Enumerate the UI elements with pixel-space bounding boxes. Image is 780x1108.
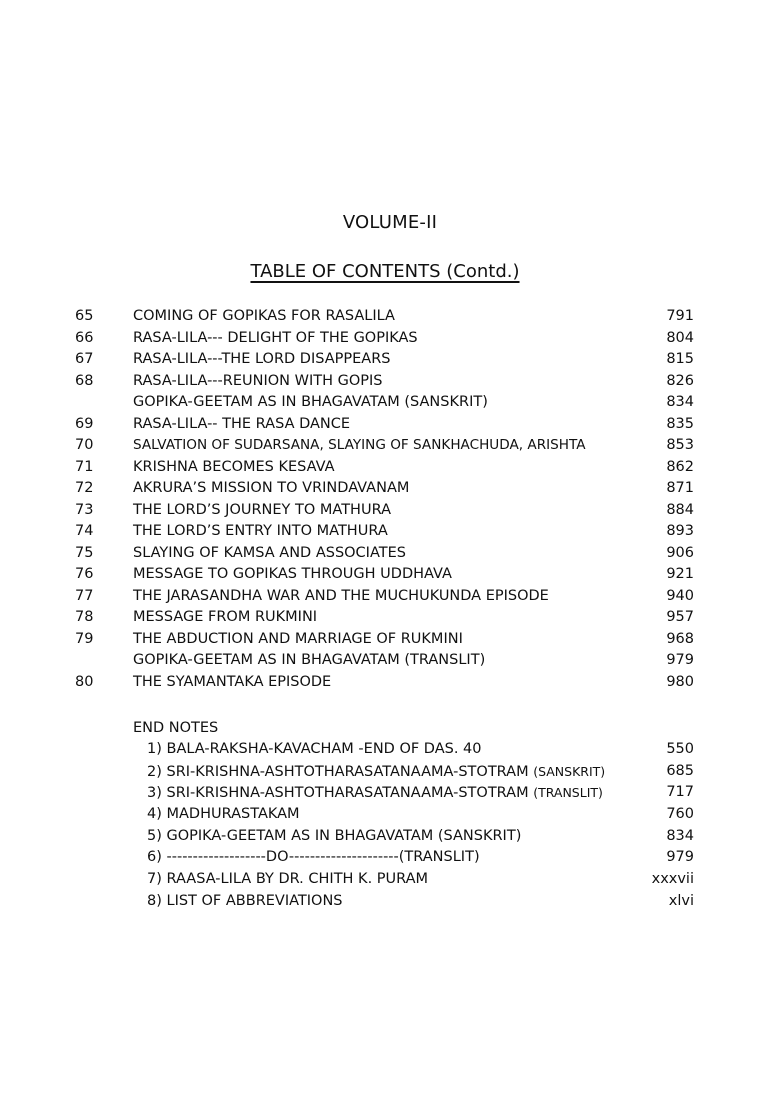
entry-number: 71 — [75, 458, 94, 475]
end-note-title: 2) SRI-KRISHNA-ASHTOTHARASATANAAMA-STOTRAM — [147, 763, 529, 780]
entry-title: RASA-LILA---REUNION WITH GOPIS — [133, 372, 383, 389]
toc-entry — [0, 672, 780, 694]
end-note-title: 8) LIST OF ABBREVIATIONS — [147, 892, 343, 909]
end-note-item — [0, 891, 780, 913]
entry-title: SALVATION OF SUDARSANA, SLAYING OF SANKHACHUDA, ARISHTA — [133, 437, 586, 453]
entry-number: 66 — [75, 329, 94, 346]
toc-entry — [0, 629, 780, 651]
entry-title: MESSAGE FROM RUKMINI — [133, 609, 318, 625]
entry-title: COMING OF GOPIKAS FOR RASALILA — [133, 308, 395, 324]
entry-number: 69 — [75, 415, 94, 432]
entry-number: 79 — [75, 630, 94, 647]
entry-page: 940 — [666, 587, 694, 604]
entry-page: 921 — [666, 566, 694, 582]
entry-title: GOPIKA-GEETAM AS IN BHAGAVATAM (TRANSLIT) — [133, 652, 486, 668]
end-note-title: 5) GOPIKA-GEETAM AS IN BHAGAVATAM (SANSKRIT) — [147, 827, 522, 844]
entry-number: 78 — [75, 609, 94, 625]
end-note-page: 760 — [666, 806, 694, 823]
toc-entry — [0, 457, 780, 479]
entry-page: 826 — [666, 372, 694, 389]
entry-title: THE ABDUCTION AND MARRIAGE OF RUKMINI — [133, 630, 463, 647]
end-note-page: 717 — [666, 784, 694, 801]
end-note-title: 7) RAASA-LILA BY DR. CHITH K. PURAM — [147, 871, 429, 888]
end-note-title: 1) BALA-RAKSHA-KAVACHAM -END OF DAS. 40 — [147, 741, 482, 757]
end-note-suffix: (SANSKRIT) — [533, 763, 606, 779]
entry-number: 75 — [75, 544, 94, 561]
entry-page: 835 — [666, 415, 694, 432]
entry-page: 871 — [666, 480, 694, 496]
toc-entry — [0, 478, 780, 500]
entry-number: 72 — [75, 480, 94, 496]
end-note-item — [0, 826, 780, 848]
entry-title: MESSAGE TO GOPIKAS THROUGH UDDHAVA — [133, 566, 452, 582]
toc-title — [0, 261, 770, 282]
end-note-title-wrap — [147, 782, 603, 805]
entry-page: 893 — [666, 523, 694, 539]
end-note-title: 4) MADHURASTAKAM — [147, 806, 300, 823]
end-note-item — [0, 847, 780, 869]
entry-page: 791 — [666, 308, 694, 324]
entry-title: RASA-LILA-- THE RASA DANCE — [133, 415, 351, 432]
end-note-page: 550 — [666, 741, 694, 757]
end-note-item — [0, 869, 780, 891]
end-note-item — [0, 804, 780, 826]
entry-number: 68 — [75, 372, 94, 389]
entry-number: 70 — [75, 437, 94, 453]
entry-title: GOPIKA-GEETAM AS IN BHAGAVATAM (SANSKRIT) — [133, 394, 488, 410]
toc-entry — [0, 392, 780, 414]
entry-number: 77 — [75, 587, 94, 604]
entry-title: SLAYING OF KAMSA AND ASSOCIATES — [133, 544, 406, 561]
entry-title: KRISHNA BECOMES KESAVA — [133, 458, 335, 475]
volume-title: VOLUME-II — [342, 212, 438, 233]
toc-entry — [0, 564, 780, 586]
end-note-item — [0, 782, 780, 804]
entry-number: 74 — [75, 523, 94, 539]
entry-page: 979 — [666, 652, 694, 668]
entry-number: 65 — [75, 308, 94, 324]
entry-page: 834 — [666, 394, 694, 410]
entry-title: AKRURA’S MISSION TO VRINDAVANAM — [133, 480, 410, 496]
end-note-item — [0, 739, 780, 761]
entry-number: 67 — [75, 351, 94, 367]
toc-list — [0, 306, 780, 693]
entry-title: RASA-LILA--- DELIGHT OF THE GOPIKAS — [133, 329, 418, 346]
end-note-page: xxxvii — [651, 871, 694, 888]
entry-page: 980 — [666, 673, 694, 690]
toc-entry — [0, 607, 780, 629]
end-note-title: 3) SRI-KRISHNA-ASHTOTHARASATANAAMA-STOTRAM — [147, 785, 529, 802]
end-notes-heading: END NOTES — [133, 720, 219, 736]
end-note-page: 834 — [666, 827, 694, 844]
entry-number: 80 — [75, 673, 94, 690]
end-notes-list — [0, 739, 780, 913]
entry-page: 968 — [666, 630, 694, 647]
entry-title: THE LORD’S ENTRY INTO MATHURA — [133, 523, 388, 539]
toc-entry — [0, 328, 780, 350]
toc-entry — [0, 306, 780, 328]
toc-entry — [0, 371, 780, 393]
end-note-page: xlvi — [668, 892, 694, 909]
toc-entry — [0, 349, 780, 371]
entry-title: RASA-LILA---THE LORD DISAPPEARS — [133, 351, 391, 367]
entry-page: 957 — [666, 609, 694, 625]
end-note-title-wrap — [147, 761, 605, 784]
entry-title: THE JARASANDHA WAR AND THE MUCHUKUNDA EPISODE — [133, 587, 549, 604]
toc-entry — [0, 500, 780, 522]
entry-title: THE SYAMANTAKA EPISODE — [133, 673, 332, 690]
toc-entry — [0, 586, 780, 608]
entry-number: 76 — [75, 566, 94, 582]
toc-entry — [0, 435, 780, 457]
entry-page: 884 — [666, 501, 694, 518]
entry-page: 853 — [666, 437, 694, 453]
entry-page: 862 — [666, 458, 694, 475]
toc-entry — [0, 543, 780, 565]
toc-entry — [0, 414, 780, 436]
entry-page: 804 — [666, 329, 694, 346]
end-note-item — [0, 761, 780, 783]
end-note-page: 685 — [666, 762, 694, 779]
entry-page: 815 — [666, 351, 694, 367]
toc-entry — [0, 650, 780, 672]
end-note-page: 979 — [666, 849, 694, 866]
end-note-suffix: (TRANSLIT) — [533, 785, 603, 801]
end-note-title: 6) -------------------DO---------------------(TRANSLIT) — [147, 849, 480, 866]
entry-page: 906 — [666, 544, 694, 561]
toc-title-text: TABLE OF CONTENTS (Contd.) — [250, 261, 520, 282]
entry-number: 73 — [75, 501, 94, 518]
entry-title: THE LORD’S JOURNEY TO MATHURA — [133, 501, 391, 518]
toc-entry — [0, 521, 780, 543]
